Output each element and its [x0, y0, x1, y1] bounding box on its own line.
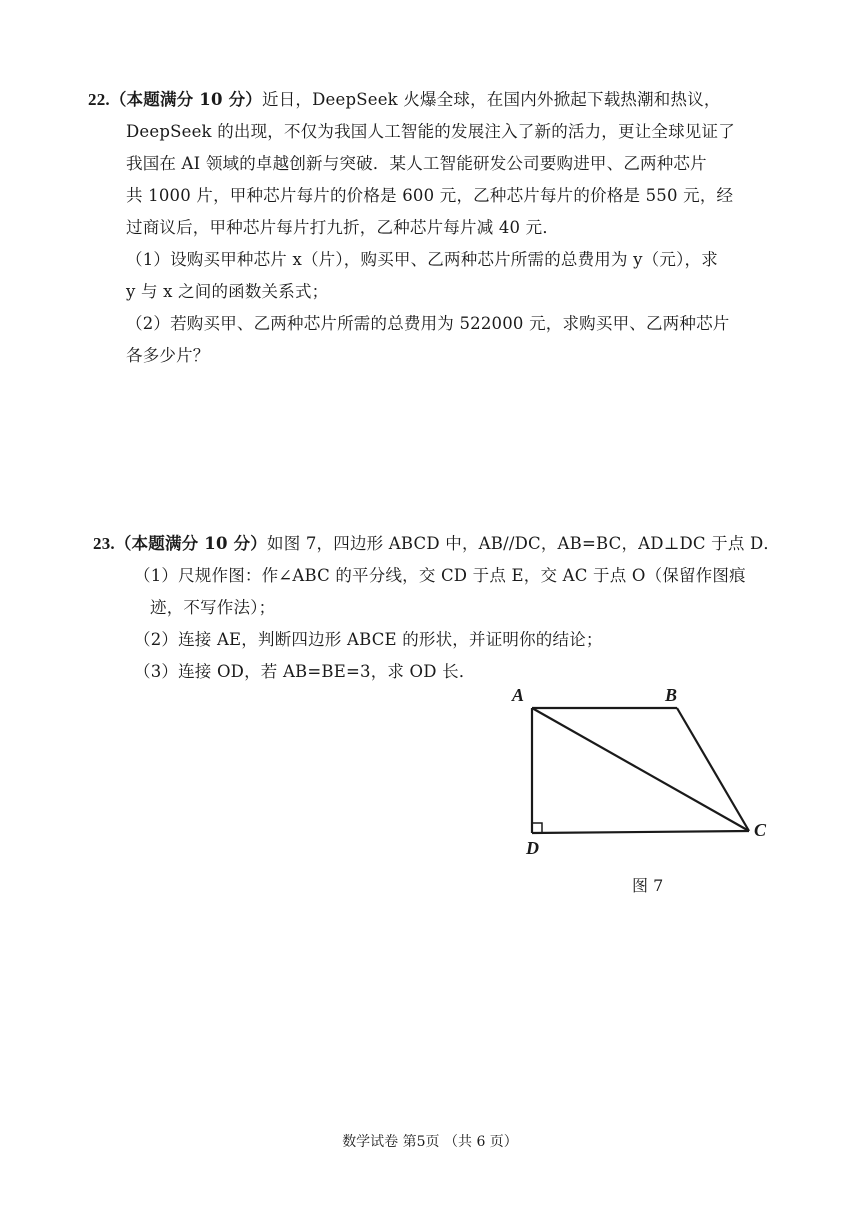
segment-bc — [677, 708, 749, 831]
segment-ac — [532, 708, 749, 831]
question-text-line: 共 1000 片，甲种芯片每片的价格是 600 元，乙种芯片每片的价格是 550 元，经 — [126, 186, 734, 205]
point-label-b: B — [665, 685, 678, 705]
question-score: （本题满分 10 分） — [109, 90, 263, 109]
sub-question-2: （2）连接 AE，判断四边形 ABCE 的形状，并证明你的结论； — [134, 630, 603, 649]
question-number: 23. — [93, 534, 115, 553]
question-text-line: 近日，DeepSeek 火爆全球，在国内外掀起下载热潮和热议， — [262, 90, 721, 109]
sub-question-2: （2）若购买甲、乙两种芯片所需的总费用为 522000 元，求购买甲、乙两种芯片 — [126, 314, 730, 333]
page-footer: 数学试卷 第5页 （共 6 页） — [342, 1134, 518, 1150]
question-text-line: 如图 7，四边形 ABCD 中，AB//DC，AB=BC，AD⊥DC 于点 D． — [267, 534, 781, 553]
question-text-line: 过商议后，甲种芯片每片打九折，乙种芯片每片减 40 元． — [126, 218, 560, 237]
sub-question-1: （1）尺规作图：作∠ABC 的平分线，交 CD 于点 E，交 AC 于点 O（保留作图痕 — [134, 566, 746, 585]
sub-question-1: （1）设购买甲种芯片 x（片），购买甲、乙两种芯片所需的总费用为 y（元），求 — [126, 250, 718, 269]
question-number: 22. — [88, 90, 110, 109]
question-text-line: 迹，不写作法）； — [150, 598, 276, 617]
question-text-line: DeepSeek 的出现，不仅为我国人工智能的发展注入了新的活力，更让全球见证了 — [126, 122, 735, 141]
figure-caption: 图 7 — [632, 876, 664, 895]
question-score: （本题满分 10 分） — [114, 534, 268, 553]
question-text-line: y 与 x 之间的函数关系式； — [126, 282, 329, 301]
point-label-a: A — [512, 685, 525, 705]
question-text-line: 我国在 AI 领域的卓越创新与突破．某人工智能研发公司要购进甲、乙两种芯片 — [126, 154, 707, 173]
segment-dc — [532, 831, 749, 833]
sub-question-3: （3）连接 OD，若 AB=BE=3，求 OD 长． — [134, 662, 476, 681]
point-label-d: D — [526, 838, 539, 858]
question-text-line: 各多少片？ — [126, 346, 210, 365]
point-label-c: C — [754, 820, 767, 840]
right-angle-marker — [532, 823, 542, 833]
